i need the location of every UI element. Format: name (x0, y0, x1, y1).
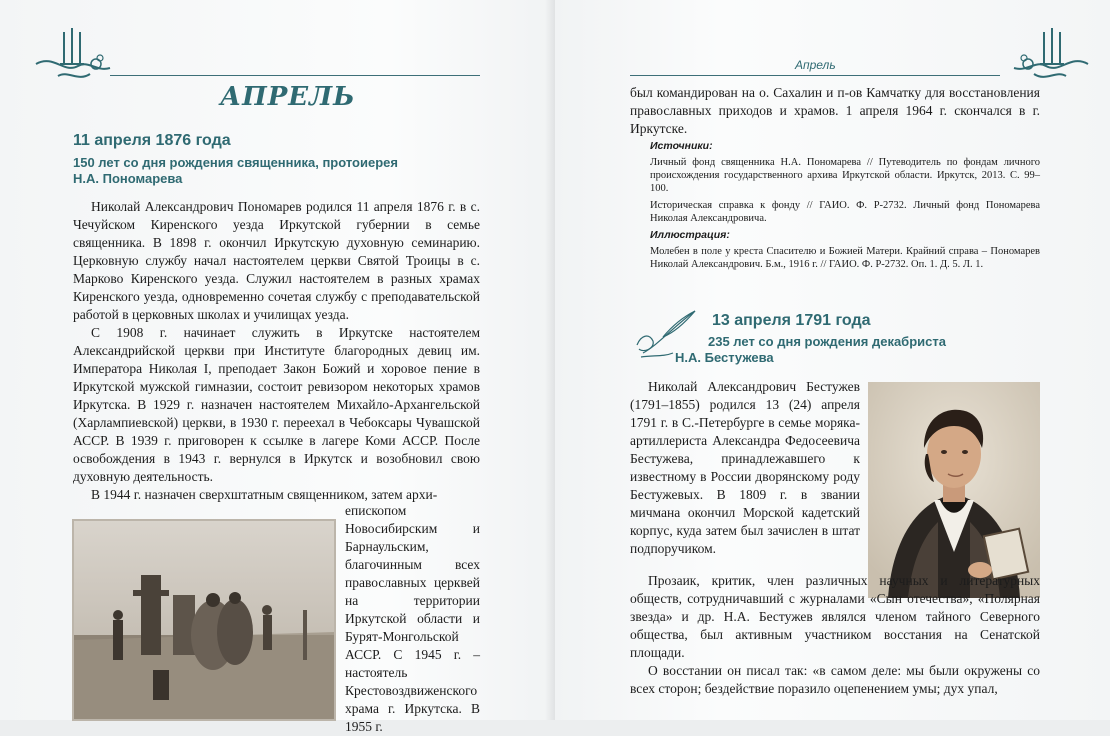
article-subtitle-line: Н.А. Пономарева (73, 171, 183, 186)
running-head: Апрель (795, 58, 836, 72)
source-item: Личный фонд священника Н.А. Пономарева // Путеводитель по фондам личного происхождения государственного архива Иркутской области. Иркутск, 2013. С. 99–100. (650, 157, 1040, 194)
illustration-caption: Молебен в поле у креста Спасителю и Божией Матери. Крайний справа – Пономарев Николай Александрович. Б.м., 1916 г. // ГАИО. Ф. Р-2732. Оп. 1. Д. 5. Л. 1. (650, 246, 1040, 270)
sources-block (650, 140, 1040, 275)
candelabra-ornament-icon (1000, 24, 1090, 88)
photo-image (73, 520, 335, 720)
prayer-service-photo (73, 520, 335, 720)
paragraph: Николай Александрович Пономарев родился 11 апреля 1876 г. в с. Чечуйском Киренского уезда Иркутской губернии в семье священника. В 1898 г. окончил Иркутскую духовную семинарию. Церковную службу начал настоятелем церкви Святой Троицы в с. Марково Киренского уезда. Служил настоятелем в разных храмах Киренского уезда, одновременно сочетая службу с преподавательской работой в церковных школах и училищах уезда. (73, 199, 480, 322)
candelabra-ornament-icon (34, 24, 124, 88)
left-page (0, 0, 555, 734)
paragraph: О восстании он писал так: «в самом деле: мы были окружены со всех сторон; бездействие поразило оцепенением умы; дух упал, (630, 663, 1040, 696)
article-body-column (630, 378, 860, 558)
illustration-label: Иллюстрация: (650, 229, 730, 241)
paragraph: Прозаик, критик, член различных научных и литературных обществ, сотрудничавший с журналами «Сын отечества», «Полярная звезда» и др. Н.А. Бестужев являлся членом тайного Северного общества, был активным участником восстания на Сенатской площади. (630, 573, 1040, 660)
article-subtitle (73, 155, 473, 187)
article-body (630, 572, 1040, 698)
article-subtitle-line: Н.А. Бестужева (675, 350, 774, 365)
article-date-heading: 13 апреля 1791 года (712, 312, 871, 329)
article-subtitle (675, 334, 1035, 366)
source-item: Историческая справка к фонду // ГАИО. Ф. Р-2732. Личный фонд Пономарева Николая Александровича. (650, 200, 1040, 224)
article-date-heading: 11 апреля 1876 года (73, 132, 231, 149)
paragraph: В 1944 г. назначен сверхштатным священником, затем архи- (91, 487, 438, 502)
paragraph: Николай Александрович Бестужев (1791–1855) родился 13 (24) апреля 1791 г. в С.-Петербурге в семье моряка-артиллериста Александра Федосеевича Бестужева, принадлежавшего к известному в России дворянскому роду Бестужевых. В 1809 г. в звании мичмана окончил Морской кадетский корпус, куда затем был зачислен в штат подпоручиком. (630, 379, 860, 556)
header-rule (110, 75, 480, 76)
sources-label: Источники: (650, 140, 713, 152)
article-body (73, 198, 480, 504)
month-title: АПРЕЛЬ (220, 82, 356, 112)
portrait-image (868, 382, 1040, 598)
continuation-text (630, 84, 1040, 138)
paragraph: был командирован на о. Сахалин и п-ов Камчатку для восстановления православных приходов и храмов. 1 апреля 1964 г. скончался в г. Иркутске. (630, 85, 1040, 136)
right-page (555, 0, 1110, 720)
article-body-column (345, 502, 480, 736)
article-subtitle-line: 150 лет со дня рождения священника, протоиерея (73, 155, 398, 170)
article-subtitle-line: 235 лет со дня рождения декабриста (708, 334, 946, 349)
paragraph: С 1908 г. начинает служить в Иркутске настоятелем Александрийской церкви при Институте благородных девиц им. Императора Николая I, преподает Закон Божий и хоровое пение в Иркутской мужской гимназии, состоит ревизором некоторых храмов Иркутска. В 1929 г. назначен настоятелем Михайло-Архангельской (Харлампиевской) церкви, в 1930 г. переехал в Чебоксары Чувашской АССР. В 1939 г. приговорен к ссылке в лагере Коми АССР. После освобождения в 1943 г. вернулся в Иркутск и возобновил свою духовную деятельность. (73, 325, 480, 484)
header-rule (630, 75, 1000, 76)
paragraph: епископом Новосибирским и Барнаульским, благочинным всех православных церквей на территории Иркутской области и Бурят-Монгольской АССР. С 1945 г. – настоятель Крестовоздвиженского храма г. Иркутска. В 1955 г. (345, 503, 480, 734)
bestuzhev-portrait (868, 382, 1040, 598)
